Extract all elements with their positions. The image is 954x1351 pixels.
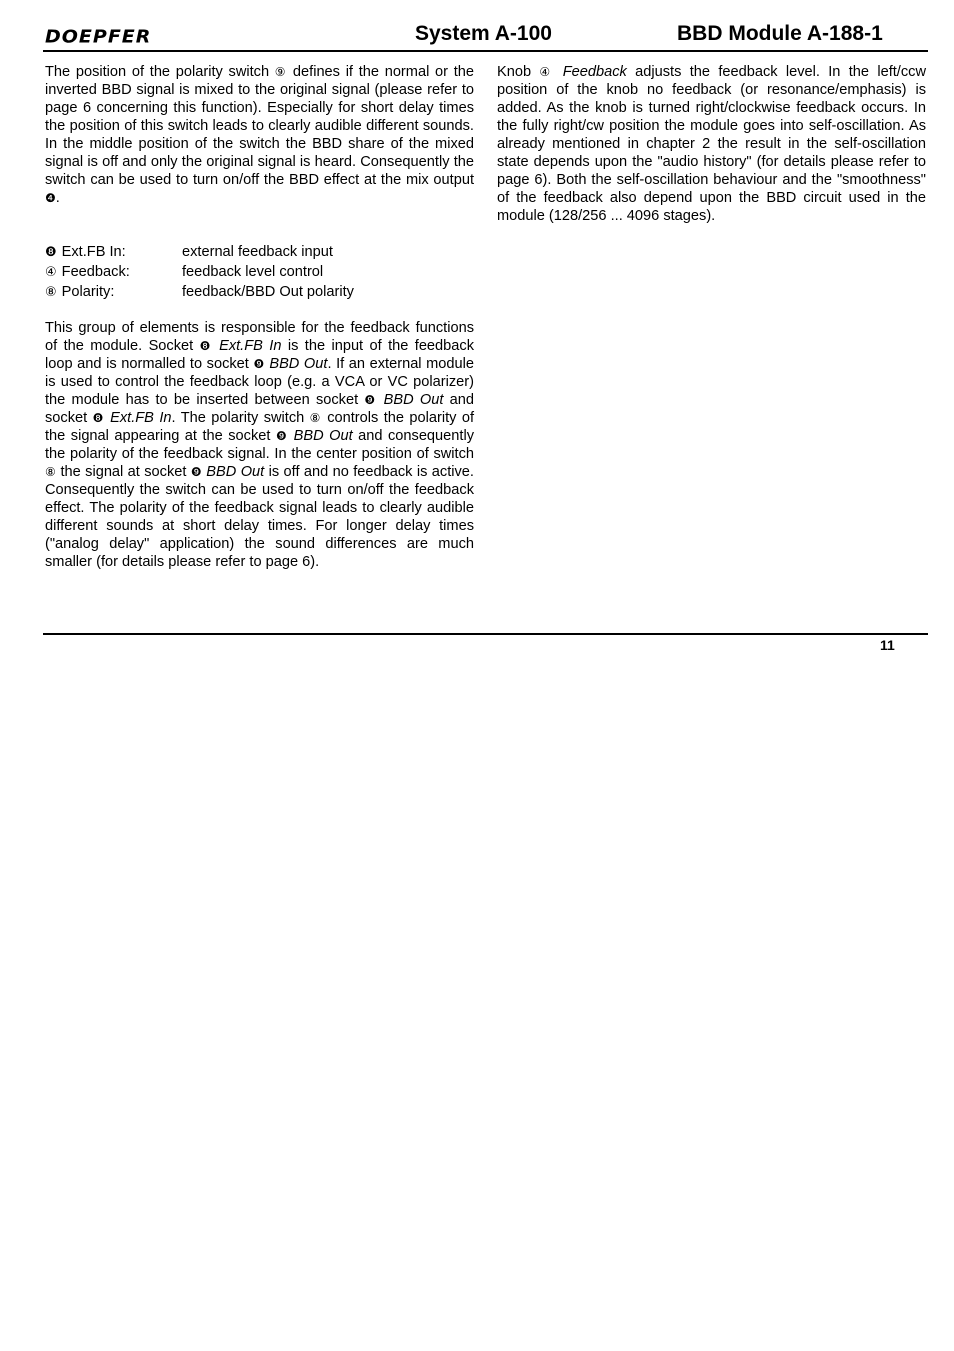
polarity-switch-symbol: ⑧: [309, 411, 322, 425]
element-symbol: ⑧: [45, 285, 57, 300]
bbd-out-symbol: ❾: [364, 393, 378, 407]
text-run: Ext.FB In: [212, 338, 282, 354]
text-run: BBD Out: [377, 392, 444, 408]
ext-fb-in-symbol: ❽: [199, 339, 213, 353]
text-run: .: [55, 190, 60, 206]
feedback-knob-symbol: ④: [539, 65, 555, 79]
left-column: [45, 63, 474, 571]
text-run: BBD Out: [201, 464, 265, 480]
element-list-item: [45, 263, 474, 283]
polarity-mix-paragraph: [45, 63, 474, 207]
element-term: [45, 263, 181, 282]
text-run: Feedback: [554, 64, 627, 80]
text-run: the signal at socket: [56, 464, 191, 480]
polarity-switch-symbol: ⑨: [274, 65, 288, 79]
bbd-out-symbol: ❾: [253, 357, 265, 371]
element-description: external feedback input: [182, 244, 333, 260]
element-list-item: [45, 243, 474, 263]
text-run: BBD Out: [288, 428, 353, 444]
text-run: Ext.FB In: [104, 410, 172, 426]
element-symbol: ④: [45, 265, 57, 280]
footer-divider: [43, 633, 928, 635]
element-symbol: ❽: [45, 245, 57, 260]
element-label: Feedback:: [61, 264, 130, 280]
text-run: and consequently the polarity of the feedback signal. In the center position of switch: [45, 428, 474, 462]
element-description: feedback level control: [182, 264, 324, 280]
polarity-switch-symbol: ⑧: [45, 465, 57, 479]
bbd-out-symbol: ❾: [190, 465, 202, 479]
element-list-item: [45, 283, 474, 303]
page-header: [43, 20, 928, 52]
element-label: Ext.FB In:: [61, 244, 126, 260]
text-run: Knob: [497, 64, 540, 80]
text-run: controls the polarity of the signal appearing at the socket: [45, 410, 475, 444]
text-run: is the input of the feedback loop and is normalled to socket: [45, 338, 474, 372]
module-title: BBD Module A-188-1: [677, 22, 883, 45]
element-term: [45, 243, 181, 262]
element-label: Polarity:: [61, 284, 115, 300]
page-number: 11: [880, 637, 895, 653]
text-run: is off and no feedback is active. Consequently the switch can be used to turn on/off the feedback effect. The polarity of the feedback signal leads to clearly audible different sounds at short delay times. For longer delay times ("analog delay" application) the sound differences are much smaller (for details please refer to page 6).: [45, 464, 474, 570]
text-run: This group of elements is responsible for the feedback functions of the module. Socket: [45, 320, 474, 354]
text-run: BBD Out: [264, 356, 328, 372]
feedback-knob-paragraph: [497, 63, 926, 225]
text-run: adjusts the feedback level. In the left/ccw position of the knob no feedback (or resonance/emphasis) is added. As the knob is turned right/clockwise feedback occurs. In the fully right/cw position the module goes into self-oscillation. As already mentioned in chapter 2 the result in the self-oscillation state depends upon the "audio history" (for details please refer to page 6). Both the self-oscillation behaviour and the "smoothness" of the feedback also depend upon the BBD circuit used in the module (128/256 ... 4096 stages).: [497, 64, 926, 224]
mix-output-symbol: ❹: [45, 191, 56, 205]
text-run: . The polarity switch: [171, 410, 310, 426]
text-run: defines if the normal or the inverted BBD signal is mixed to the original signal (please refer to page 6 concerning this function). Especially for short delay times the position of this switch leads to clearly audible different sounds. In the middle position of the switch the BBD share of the mixed signal is off and only the original signal is heard. Consequently the switch can be used to turn on/off the BBD effect at the mix output: [45, 64, 474, 188]
ext-fb-in-symbol: ❽: [92, 411, 105, 425]
text-run: and socket: [45, 392, 475, 426]
bbd-out-symbol: ❾: [275, 429, 289, 443]
text-run: . If an external module is used to control the feedback loop (e.g. a VCA or VC polarizer) the module has to be inserted between socket: [45, 356, 475, 408]
element-list: [45, 243, 474, 303]
text-run: The position of the polarity switch: [45, 64, 275, 80]
right-column: [497, 63, 926, 225]
feedback-group-paragraph: [45, 319, 474, 571]
system-title: System A-100: [415, 22, 552, 45]
element-term: [45, 283, 181, 302]
element-description: feedback/BBD Out polarity: [182, 284, 354, 300]
brand-logo: DOEPFER: [45, 26, 152, 48]
